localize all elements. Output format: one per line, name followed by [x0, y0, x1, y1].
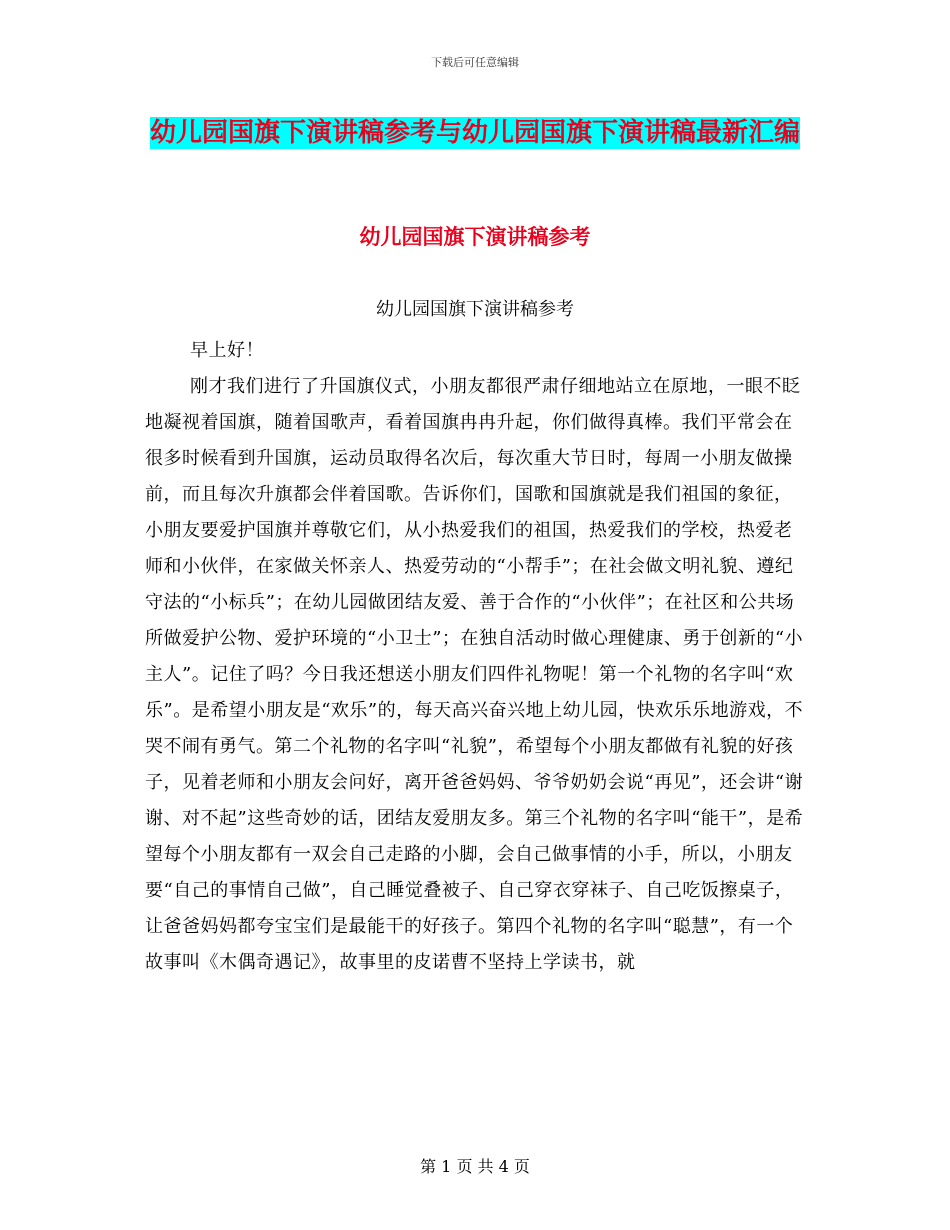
greeting-paragraph: 早上好！ [190, 340, 264, 361]
document-title-text: 幼儿园国旗下演讲稿参考与幼儿园国旗下演讲稿最新汇编 [149, 118, 800, 148]
document-title [0, 108, 950, 158]
speech-paragraph: 刚才我们进行了升国旗仪式，小朋友都很严肃仔细地站立在原地，一眼不眨地凝视着国旗，随着国歌声，看着国旗冉冉升起，你们做得真棒。我们平常会在很多时候看到升国旗，运动员取得名次后，每次重大节日时，每周一小朋友做操前，而且每次升旗都会伴着国歌。告诉你们，国歌和国旗就是我们祖国的象征，小朋友要爱护国旗并尊敬它们，从小热爱我们的祖国，热爱我们的学校，热爱老师和小伙伴，在家做关怀亲人、热爱劳动的“小帮手”；在社会做文明礼貌、遵纪守法的“小标兵”；在幼儿园做团结友爱、善于合作的“小伙伴”；在社区和公共场所做爱护公物、爱护环境的“小卫士”；在独自活动时做心理健康、勇于创新的“小主人”。记住了吗？今日我还想送小朋友们四件礼物呢！第一个礼物的名字叫“欢乐”。是希望小朋友是“欢乐”的，每天高兴奋兴地上幼儿园，快欢乐乐地游戏，不哭不闹有勇气。第二个礼物的名字叫“礼貌”，希望每个小朋友都做有礼貌的好孩子，见着老师和小朋友会问好，离开爸爸妈妈、爷爷奶奶会说“再见”，还会讲“谢谢、对不起”这些奇妙的话，团结友爱朋友多。第三个礼物的名字叫“能干”，是希望每个小朋友都有一双会自己走路的小脚，会自己做事情的小手，所以，小朋友要“自己的事情自己做”，自己睡觉叠被子、自己穿衣穿袜子、自己吃饭擦桌子，让爸爸妈妈都夸宝宝们是最能干的好孩子。第四个礼物的名字叫“聪慧”，有一个故事叫《木偶奇遇记》，故事里的皮诺曹不坚持上学读书，就 [145, 376, 804, 973]
header-note: 下载后可任意编辑 [431, 56, 519, 69]
body-text [145, 333, 805, 981]
page-number: 第 1 页 共 4 页 [420, 1157, 530, 1176]
section-subtitle: 幼儿园国旗下演讲稿参考 [376, 299, 574, 320]
section-title: 幼儿园国旗下演讲稿参考 [359, 225, 591, 249]
